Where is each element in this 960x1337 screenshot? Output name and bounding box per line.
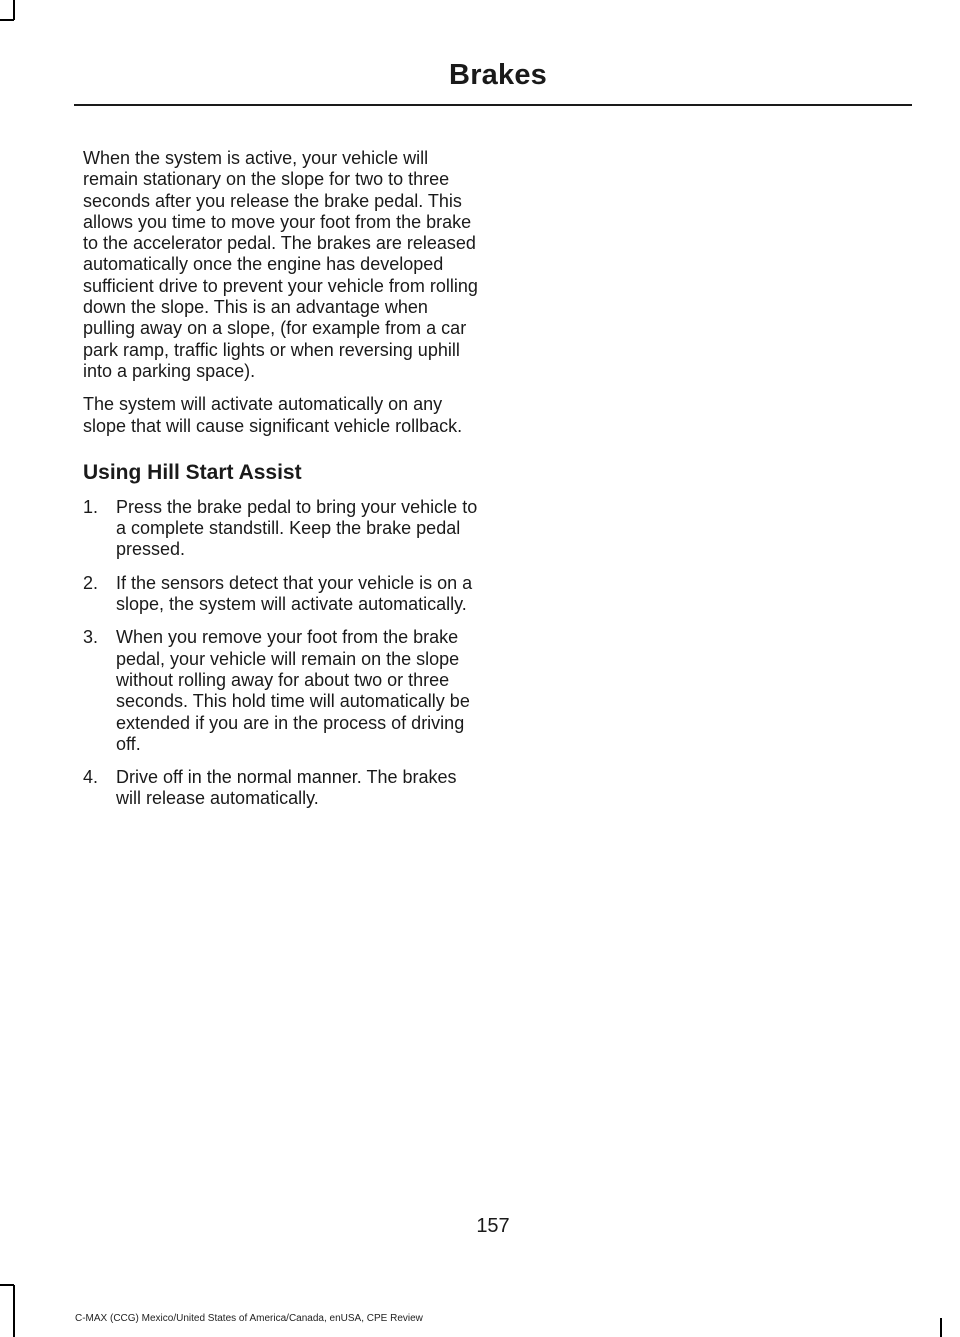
- crop-mark-bottom-right: [940, 1318, 942, 1337]
- step-number: 3.: [83, 627, 99, 648]
- crop-mark-bottom-left-horizontal: [0, 1284, 14, 1286]
- step-text: Drive off in the normal manner. The brakes will release automatically.: [116, 767, 457, 809]
- page-number: 157: [476, 1215, 510, 1237]
- step-text: When you remove your foot from the brake pedal, your vehicle will remain on the slope without rolling away for about two or three seconds. This hold time will automatically be extended if you are in the process of driving off.: [116, 627, 470, 754]
- list-item: [83, 767, 478, 810]
- step-number: 4.: [83, 767, 99, 788]
- page-title: Brakes: [449, 59, 547, 91]
- crop-mark-top-left-horizontal: [0, 19, 14, 21]
- crop-mark-top-left: [13, 0, 15, 20]
- header-divider: [74, 104, 912, 106]
- intro-paragraph: When the system is active, your vehicle will remain stationary on the slope for two to three seconds after you release the brake pedal. This allows you time to move your foot from the brake to the accelerator pedal. The brakes are released automatically once the engine has developed sufficient drive to prevent your vehicle from rolling down the slope. This is an advantage when pulling away on a slope, (for example from a car park ramp, traffic lights or when reversing uphill into a parking space).: [83, 148, 478, 381]
- steps-list: [83, 497, 478, 810]
- activation-paragraph: The system will activate automatically on any slope that will cause significant vehicle rollback.: [83, 394, 463, 436]
- list-item: [83, 627, 478, 755]
- list-item: [83, 573, 478, 616]
- step-text: Press the brake pedal to bring your vehicle to a complete standstill. Keep the brake pedal pressed.: [116, 496, 478, 560]
- step-number: 1.: [83, 496, 99, 517]
- crop-mark-bottom-left: [13, 1285, 15, 1337]
- step-text: If the sensors detect that your vehicle is on a slope, the system will activate automatically.: [116, 572, 473, 615]
- main-content: [83, 148, 478, 822]
- list-item: [83, 497, 478, 561]
- document-footer: C-MAX (CCG) Mexico/United States of America/Canada, enUSA, CPE Review: [75, 1313, 423, 1324]
- step-number: 2.: [83, 572, 99, 593]
- section-heading: Using Hill Start Assist: [83, 460, 302, 484]
